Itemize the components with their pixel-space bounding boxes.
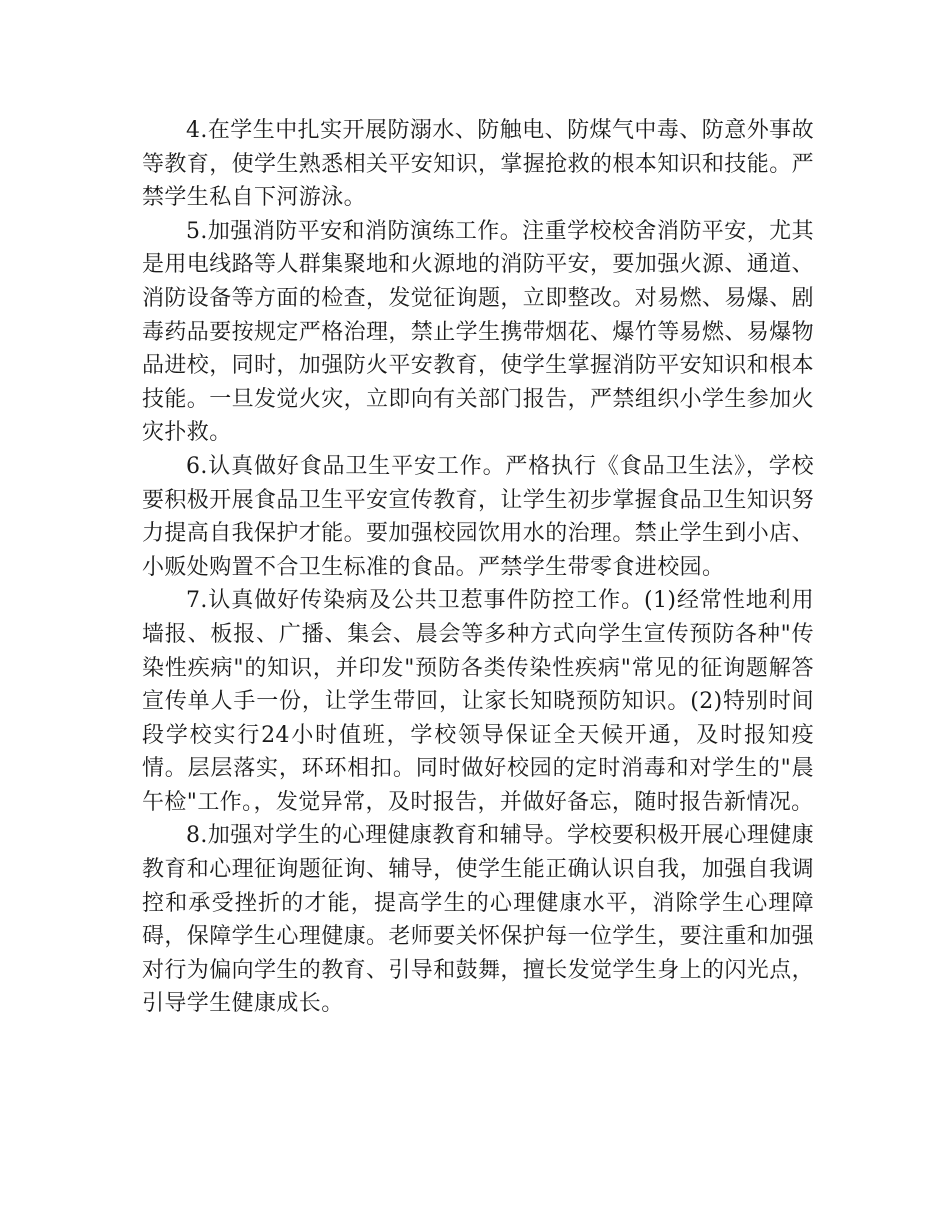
paragraph-item-5: 5.加强消防平安和消防演练工作。注重学校校舍消防平安，尤其是用电线路等人群集聚地和火源地的消防平安，要加强火源、通道、消防设备等方面的检查，发觉征询题，立即整改。对易燃、易爆、剧毒药品要按规定严格治理，禁止学生携带烟花、爆竹等易燃、易爆物品进校，同时，加强防火平安教育，使学生掌握消防平安知识和根本技能。一旦发觉火灾，立即向有关部门报告，严禁组织小学生参加火灾扑救。 [142,218,815,446]
paragraph-item-6: 6.认真做好食品卫生平安工作。严格执行《食品卫生法》，学校要积极开展食品卫生平安宣传教育，让学生初步掌握食品卫生知识努力提高自我保护才能。要加强校园饮用水的治理。禁止学生到小店、小贩处购置不合卫生标准的食品。严禁学生带零食进校园。 [142,453,815,580]
paragraph-item-7: 7.认真做好传染病及公共卫惹事件防控工作。(1)经常性地利用墙报、板报、广播、集会、晨会等多种方式向学生宣传预防各种"传染性疾病"的知识，并印发"预防各类传染性疾病"常见的征询题解答宣传单人手一份，让学生带回，让家长知晓预防知识。(2)特别时间段学校实行24小时值班，学校领导保证全天候开通，及时报知疫情。层层落实，环环相扣。同时做好校园的定时消毒和对学生的"晨午检"工作。，发觉异常，及时报告，并做好备忘，随时报告新情况。 [142,588,814,815]
document-body [142,114,814,1021]
paragraph-item-8: 8.加强对学生的心理健康教育和辅导。学校要积极开展心理健康教育和心理征询题征询、辅导，使学生能正确认识自我，加强自我调控和承受挫折的才能，提高学生的心理健康水平，消除学生心理障碍，保障学生心理健康。老师要关怀保护每一位学生，要注重和加强对行为偏向学生的教育、引导和鼓舞，擅长发觉学生身上的闪光点，引导学生健康成长。 [142,823,815,1017]
paragraph-item-4: 4.在学生中扎实开展防溺水、防触电、防煤气中毒、防意外事故等教育，使学生熟悉相关平安知识，掌握抢救的根本知识和技能。严禁学生私自下河游泳。 [142,118,815,211]
